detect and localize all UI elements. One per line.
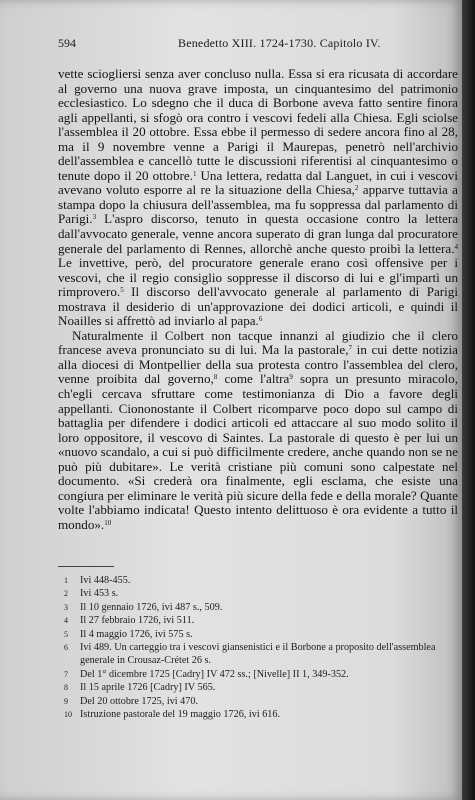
paragraph-text: Il discorso dell'avvocato generale al parlamento di Parigi mostrava il desiderio di un'approvazione dei dodici articoli, e quindi il Noailles si affrettò ad inviarlo al papa. bbox=[58, 284, 458, 329]
footnote-text: Del 20 ottobre 1725, ivi 470. bbox=[80, 695, 198, 707]
page-number: 594 bbox=[58, 36, 76, 50]
footnote-marker[interactable]: 1 bbox=[192, 169, 197, 178]
footnote-text: Ivi 453 s. bbox=[80, 588, 119, 600]
footnotes bbox=[58, 574, 458, 721]
main-text bbox=[58, 67, 458, 533]
paragraph bbox=[58, 329, 458, 533]
footnote-number: 10 bbox=[64, 710, 72, 720]
footnote-number: 5 bbox=[64, 629, 68, 639]
running-header bbox=[58, 36, 442, 52]
paragraph-text: Naturalmente il Colbert non tacque innanzi al giudizio che il clero francese aveva pronunciato su di lui. Ma la pastorale, bbox=[58, 327, 458, 358]
footnote-marker[interactable]: 6 bbox=[258, 315, 263, 324]
footnote-marker[interactable]: 9 bbox=[289, 373, 293, 382]
paragraph-text: sopra un presunto miracolo, ch'egli cercava sfruttare come testimonianza di Dio a favore degli appellanti. Ciononostante il Colbert ricomparve poco dopo sul campo di battaglia per difendere i dodici articoli ed attaccare al suo modo solito il loro oppositore, il vescovo di Saintes. La pastorale di questo è per lui un «nuovo scandalo, a cui si può difficilmente credere, anche quando non se ne può più dubitare». Le verità cristiane più comuni sono calpestate nel documento. «Si crederà ora finalmente, egli esclama, che esiste una congiura per eliminare le verità più sicure della fede e della morale? Quante volte l'abbiamo indicata! Questo intento delittuoso è ora evidente a tutto il mondo». bbox=[58, 371, 458, 532]
footnote-number: 3 bbox=[64, 602, 68, 612]
footnote-text: Il 15 aprile 1726 [Cadry] IV 565. bbox=[80, 682, 216, 694]
footnote-marker[interactable]: 8 bbox=[213, 373, 218, 382]
paragraph bbox=[58, 67, 458, 329]
running-title: Benedetto XIII. 1724-1730. Capitolo IV. bbox=[178, 36, 381, 50]
footnote-marker[interactable]: 10 bbox=[104, 518, 112, 527]
paragraph-text: L'aspro discorso, tenuto in questa occasione contro la lettera dall'avvocato generale, venne ancora superato di gran lunga dal procuratore generale del parlamento di Rennes, allorchè anche questo proibì la lettera. bbox=[58, 211, 458, 256]
footnote bbox=[58, 614, 458, 627]
footnote-text: Il 10 gennaio 1726, ivi 487 s., 509. bbox=[80, 601, 223, 613]
footnote-number: 2 bbox=[64, 589, 68, 599]
footnote-text: Istruzione pastorale del 19 maggio 1726, ivi 616. bbox=[80, 709, 281, 721]
footnote-marker[interactable]: 3 bbox=[92, 213, 97, 222]
footnote-marker[interactable]: 2 bbox=[354, 184, 359, 193]
footnote-number: 8 bbox=[64, 683, 68, 693]
footnote bbox=[58, 574, 458, 587]
footnote bbox=[58, 628, 458, 641]
footnote-marker[interactable]: 7 bbox=[348, 344, 352, 353]
paragraph-text: vette sciogliersi senza aver concluso nulla. Essa si era ricusata di accordare al governo una nuova grave imposta, un cinquantesimo del patrimonio ecclesiastico. Lo sdegno che il duca di Borbone aveva fatto sentire finora agli appellanti, si sfogò ora contro i vescovi fedeli alla Chiesa. Egli sciolse l'assemblea il 20 ottobre. Essa ebbe il permesso di sedere ancora fino al 28, ma il 9 novembre venne a Parigi il Maurepas, penetrò nell'archivio dell'assemblea e cancellò tutte le discussioni riferentisi al cinquantesimo o tenute dopo il 20 ottobre. bbox=[58, 66, 458, 183]
footnote bbox=[58, 668, 458, 681]
footnote-marker[interactable]: 4 bbox=[454, 242, 458, 251]
footnote-marker[interactable]: 5 bbox=[120, 286, 124, 295]
footnote-number: 9 bbox=[64, 696, 68, 706]
footnote-number: 4 bbox=[64, 616, 68, 626]
footnote bbox=[58, 641, 458, 668]
footnote bbox=[58, 587, 458, 600]
page-edge bbox=[462, 0, 475, 800]
paragraph-text: in cui dette notizia alla diocesi di Montpellier della sua protesta contro l'assemblea del clero, venne proibita dal governo, bbox=[58, 342, 458, 387]
paragraph-text: apparve tuttavia a stampa dopo la chiusura dell'assemblea, ma fu soppressa dal parlamento di Parigi. bbox=[58, 182, 458, 227]
footnote-text: Del 1° dicembre 1725 [Cadry] IV 472 ss.; [Nivelle] II 1, 349-352. bbox=[80, 668, 349, 680]
footnote-rule bbox=[58, 566, 114, 567]
footnote-number: 6 bbox=[64, 643, 68, 653]
paragraph-text: Una lettera, redatta dal Languet, in cui i vescovi avevano voluto esporre al re la situazione della Chiesa, bbox=[58, 167, 458, 198]
footnote-text: Il 4 maggio 1726, ivi 575 s. bbox=[80, 628, 193, 640]
footnote bbox=[58, 601, 458, 614]
footnote bbox=[58, 695, 458, 708]
footnote-text: Ivi 489. Un carteggio tra i vescovi giansenistici e il Borbone a proposito dell'assemblea generale in Crousaz-Crétet 26 s. bbox=[80, 642, 436, 667]
footnote-text: Il 27 febbraio 1726, ivi 511. bbox=[80, 615, 195, 627]
paragraph-text: come l'altra bbox=[217, 371, 290, 387]
paragraph-text: Le invettive, però, del procuratore generale erano così offensive per i vescovi, che il regio consiglio soppresse il discorso di lui e gl'impartì un rimprovero. bbox=[58, 255, 458, 300]
footnote-number: 7 bbox=[64, 669, 68, 679]
footnote bbox=[58, 708, 458, 721]
footnote-number: 1 bbox=[64, 576, 68, 585]
footnote bbox=[58, 681, 458, 694]
footnote-text: Ivi 448-455. bbox=[80, 575, 131, 586]
